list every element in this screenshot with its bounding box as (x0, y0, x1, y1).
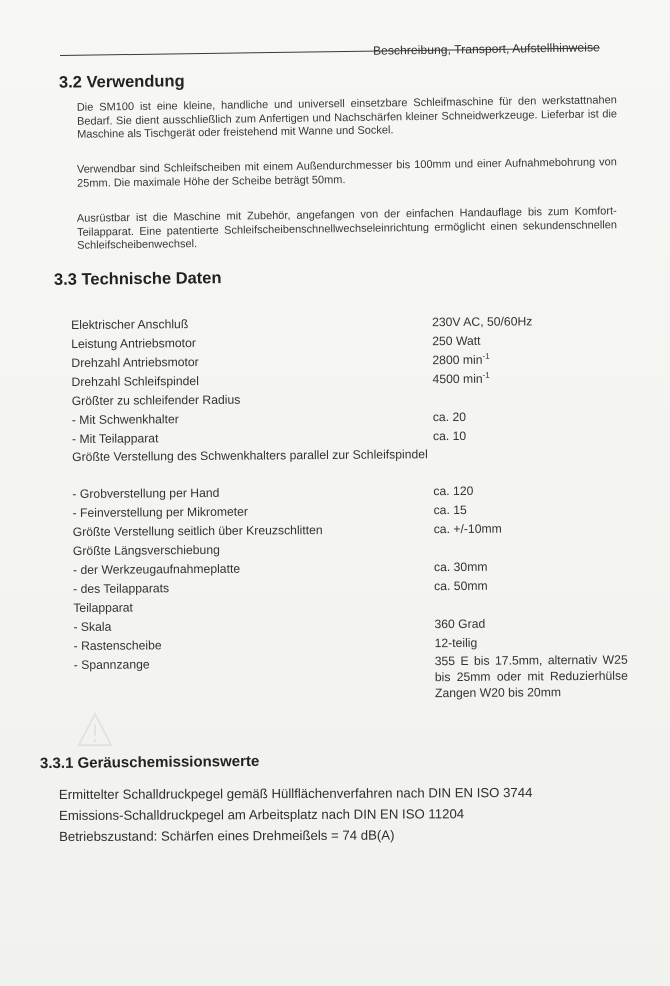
spec-value-text: ca. +/-10mm (433, 521, 502, 537)
spec-value (433, 481, 623, 502)
spec-label: Drehzahl Schleifspindel (71, 373, 199, 389)
spec-value-text: 355 E bis 17.5mm, alternativ W25 bis 25mm oder mit Reduzierhülse Zangen W20 bis 20mm (434, 652, 628, 701)
spec-value (435, 633, 625, 654)
noise-line-1: Ermittelter Schalldruckpegel gemäß Hüllflächenverfahren nach DIN EN ISO 3744 (58, 784, 533, 803)
spec-value (433, 407, 623, 428)
noise-line-3: Betriebszustand: Schärfen eines Drehmeißels = 74 dB(A) (59, 827, 395, 845)
spec-value-text: ca. 10 (432, 428, 467, 444)
spec-value-text: 250 Watt (432, 333, 481, 349)
spec-value-text: ca. 50mm (434, 578, 488, 594)
spec-label: Größte Verstellung des Schwenkhalters parallel zur Schleifspindel (72, 447, 428, 464)
usage-paragraph-3: Ausrüstbar ist die Maschine mit Zubehör, angefangen von der einfachen Handauflage bis zum Komfort-Teilapparat. Eine patentierte Schleifscheibenschnellwechseleinrichtung ermöglicht einen sekundenschnellen Schleifscheibenwechsel. (76, 205, 618, 252)
spec-label: - Rastenscheibe (73, 638, 162, 653)
section-title-technische-daten: 3.3 Technische Daten (53, 269, 222, 289)
unit-exponent: -1 (482, 370, 490, 380)
spec-value (433, 500, 623, 521)
usage-paragraph-1: Die SM100 ist eine kleine, handliche und universell einsetzbare Schleifmaschine für den werkstattnahen Bedarf. Sie dient ausschließlich zum Anfertigen und Nachschärfen kleiner Schneidwerkzeuge. Lieferbar ist die Maschine als Tischgerät oder freistehend mit Wanne und Sockel. (76, 94, 618, 141)
spec-row (72, 445, 602, 485)
section-title-noise: 3.3.1 Geräuschemissionswerte (39, 752, 260, 773)
spec-value-text: ca. 15 (433, 502, 467, 518)
spec-value (434, 576, 624, 597)
spec-row (73, 652, 628, 720)
spec-value (434, 557, 624, 578)
spec-label: - Spannzange (73, 657, 150, 672)
spec-value-text: 360 Grad (434, 616, 486, 632)
spec-label: - des Teilapparats (73, 581, 170, 596)
noise-values-block (59, 782, 533, 847)
usage-paragraph-2: Verwendbar sind Schleifscheiben mit einem Außendurchmesser bis 100mm und einer Aufnahmebohrung von 25mm. Die maximale Höhe der Scheibe beträgt 50mm. (76, 156, 617, 190)
spec-value (434, 519, 624, 540)
noise-line-2: Emissions-Schalldruckpegel am Arbeitsplatz nach DIN EN ISO 11204 (58, 806, 465, 824)
spec-label: Größte Längsverschiebung (72, 542, 220, 558)
spec-label: Teilapparat (73, 600, 133, 615)
spec-label: - Grobverstellung per Hand (72, 485, 220, 501)
unit-exponent: -1 (482, 351, 490, 361)
spec-value-text: ca. 20 (432, 409, 467, 425)
spec-value (433, 426, 623, 447)
show-through-text-1 (254, 278, 484, 295)
spec-label: - Skala (73, 619, 112, 634)
spec-value-text: ca. 120 (433, 483, 474, 499)
spec-value (432, 312, 622, 333)
spec-value (434, 614, 624, 635)
spec-value (435, 652, 628, 702)
spec-value-text: 230V AC, 50/60Hz (432, 314, 533, 330)
spec-label: Drehzahl Antriebsmotor (71, 354, 199, 370)
spec-value-text: 2800 min (432, 352, 483, 368)
spec-value-text: 12-teilig (434, 635, 478, 651)
spec-value-text: 4500 min (432, 371, 483, 387)
spec-label: Elektrischer Anschluß (71, 317, 189, 332)
spec-label: Größter zu schleifender Radius (71, 392, 241, 408)
spec-label: - Mit Schwenkhalter (71, 412, 179, 427)
spec-value (432, 331, 622, 352)
spec-label: Größte Verstellung seitlich über Kreuzschlitten (72, 523, 323, 539)
spec-label: Leistung Antriebsmotor (71, 336, 196, 351)
page-header-title: Beschreibung, Transport, Aufstellhinweise (372, 40, 601, 58)
spec-value-text: ca. 30mm (433, 559, 488, 575)
technical-data-table (71, 312, 628, 720)
spec-label: - Mit Teilapparat (71, 431, 159, 446)
section-title-verwendung: 3.2 Verwendung (58, 72, 185, 92)
spec-label: - Feinverstellung per Mikrometer (72, 504, 249, 520)
spec-label: - der Werkzeugaufnahmeplatte (72, 561, 241, 577)
